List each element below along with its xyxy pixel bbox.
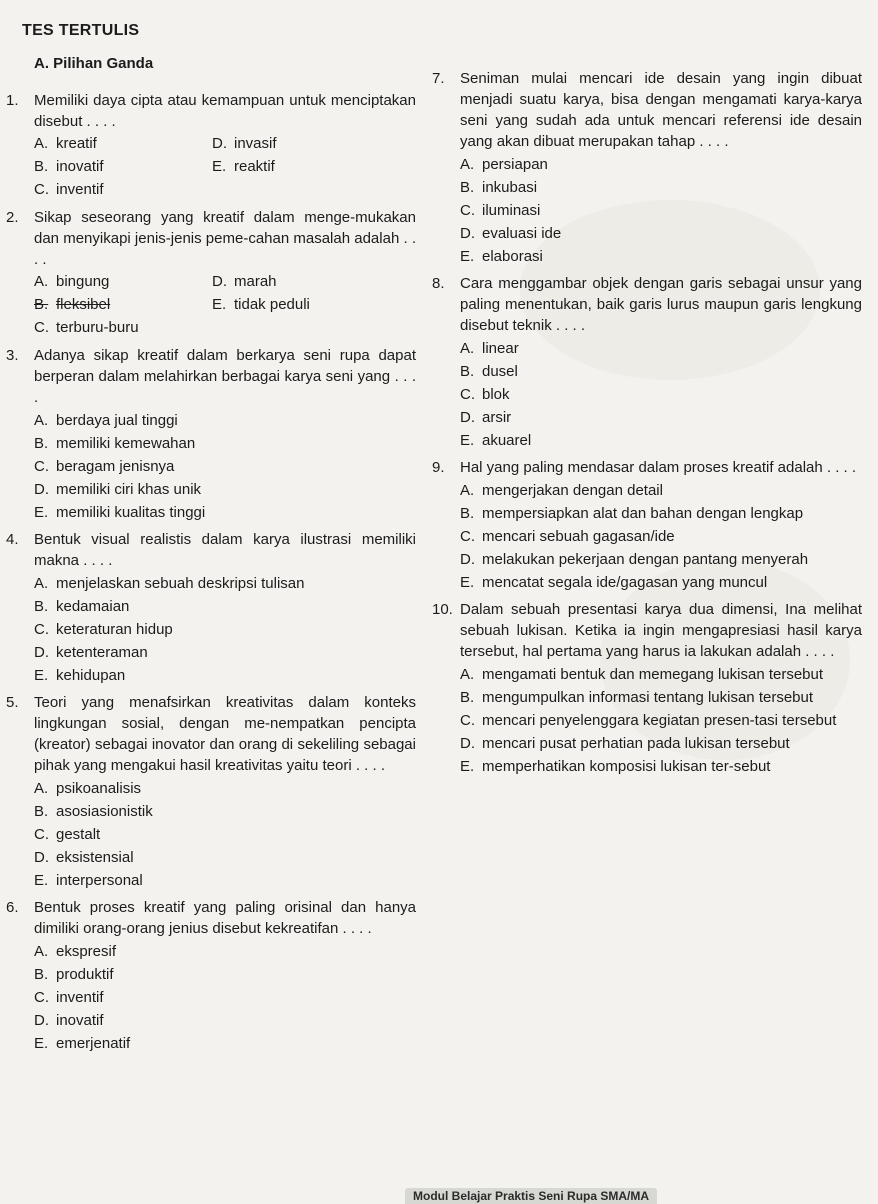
option-e[interactable]: E. interpersonal [34, 872, 143, 889]
option-b[interactable]: B. memiliki kemewahan [34, 435, 196, 452]
left-column [6, 90, 416, 1058]
question-stem: Hal yang paling mendasar dalam proses kreatif adalah . . . . [460, 459, 857, 476]
option-d[interactable]: D. arsir [460, 409, 512, 426]
option-d[interactable]: D. ketenteraman [34, 644, 148, 661]
question-2 [6, 207, 416, 339]
question-1 [6, 90, 416, 201]
option-e[interactable]: E. reaktif [212, 158, 275, 175]
option-a[interactable]: A. psikoanalisis [34, 780, 142, 797]
option-c[interactable]: C. beragam jenisnya [34, 458, 175, 475]
question-number: 7. [432, 70, 445, 87]
option-c[interactable]: C. terburu-buru [34, 319, 139, 336]
option-b[interactable]: B. produktif [34, 966, 114, 983]
question-number: 4. [6, 531, 19, 548]
option-e[interactable]: E. tidak peduli [212, 296, 310, 313]
question-stem: Bentuk proses kreatif yang paling orisinal dan hanya dimiliki orang-orang jenius disebut kekreatifan . . . . [34, 899, 416, 937]
option-c[interactable]: C. mencari penyelenggara kegiatan presen-tasi tersebut [460, 712, 837, 729]
question-8 [432, 273, 862, 451]
question-3 [6, 345, 416, 523]
option-a[interactable]: A. persiapan [460, 156, 548, 173]
question-number: 3. [6, 347, 19, 364]
option-b[interactable]: B. inovatif [34, 158, 104, 175]
option-b[interactable]: B. inkubasi [460, 179, 538, 196]
option-b[interactable]: B. kedamaian [34, 598, 130, 615]
option-c[interactable]: C. iluminasi [460, 202, 541, 219]
option-b[interactable]: B. fleksibel [34, 296, 111, 313]
option-b[interactable]: B. mengumpulkan informasi tentang lukisan tersebut [460, 689, 814, 706]
question-stem: Cara menggambar objek dengan garis sebagai unsur yang paling menentukan, baik garis lurus maupun garis lengkung disebut teknik . . . . [460, 275, 862, 334]
question-6 [6, 897, 416, 1054]
option-e[interactable]: E. emerjenatif [34, 1035, 131, 1052]
option-e[interactable]: E. kehidupan [34, 667, 126, 684]
question-stem: Sikap seseorang yang kreatif dalam menge-mukakan dan menyikapi jenis-jenis peme-cahan masalah adalah . . . . [34, 209, 416, 268]
option-a[interactable]: A. berdaya jual tinggi [34, 412, 178, 429]
option-e[interactable]: E. memiliki kualitas tinggi [34, 504, 206, 521]
option-a[interactable]: A. mengerjakan dengan detail [460, 482, 663, 499]
option-c[interactable]: C. inventif [34, 181, 104, 198]
option-d[interactable]: D. eksistensial [34, 849, 134, 866]
option-a[interactable]: A. bingung [34, 273, 110, 290]
question-stem: Teori yang menafsirkan kreativitas dalam konteks lingkungan sosial, dengan me-nempatkan pencipta (kreator) sebagai inovator dan orang di sekeliling sebagai pihak yang mengakui hasil kreativitas yaitu teori . . . . [34, 694, 416, 774]
option-d[interactable]: D. marah [212, 273, 277, 290]
question-stem: Adanya sikap kreatif dalam berkarya seni rupa dapat berperan dalam melahirkan berbagai karya seni yang . . . . [34, 347, 416, 406]
option-a[interactable]: A. kreatif [34, 135, 97, 152]
option-a[interactable]: A. menjelaskan sebuah deskripsi tulisan [34, 575, 305, 592]
book-footer: Modul Belajar Praktis Seni Rupa SMA/MA [405, 1188, 657, 1204]
test-title: TES TERTULIS [22, 22, 140, 39]
question-stem: Dalam sebuah presentasi karya dua dimensi, Ina melihat sebuah lukisan. Ketika ia ingin mengapresiasi hasil karya tersebut, hal pertama yang harus ia lakukan adalah . . . . [460, 601, 862, 660]
question-number: 1. [6, 92, 19, 109]
option-c[interactable]: C. blok [460, 386, 510, 403]
option-d[interactable]: D. invasif [212, 135, 277, 152]
option-e[interactable]: E. memperhatikan komposisi lukisan ter-sebut [460, 758, 771, 775]
question-number: 2. [6, 209, 19, 226]
question-7 [432, 68, 862, 267]
question-number: 10. [432, 601, 453, 618]
right-column [432, 68, 862, 781]
option-c[interactable]: C. mencari sebuah gagasan/ide [460, 528, 675, 545]
option-d[interactable]: D. inovatif [34, 1012, 104, 1029]
option-d[interactable]: D. memiliki ciri khas unik [34, 481, 202, 498]
option-b[interactable]: B. asosiasionistik [34, 803, 153, 820]
option-a[interactable]: A. linear [460, 340, 519, 357]
section-title: A. Pilihan Ganda [34, 55, 154, 72]
option-e[interactable]: E. mencatat segala ide/gagasan yang muncul [460, 574, 768, 591]
option-d[interactable]: D. mencari pusat perhatian pada lukisan tersebut [460, 735, 790, 752]
option-b[interactable]: B. dusel [460, 363, 518, 380]
question-stem: Memiliki daya cipta atau kemampuan untuk menciptakan disebut . . . . [34, 92, 416, 130]
option-e[interactable]: E. akuarel [460, 432, 532, 449]
question-number: 5. [6, 694, 19, 711]
option-d[interactable]: D. evaluasi ide [460, 225, 562, 242]
question-stem: Bentuk visual realistis dalam karya ilustrasi memiliki makna . . . . [34, 531, 416, 569]
option-e[interactable]: E. elaborasi [460, 248, 543, 265]
question-10 [432, 599, 862, 777]
question-4 [6, 529, 416, 686]
option-a[interactable]: A. ekspresif [34, 943, 117, 960]
question-9 [432, 457, 862, 593]
option-c[interactable]: C. gestalt [34, 826, 101, 843]
option-c[interactable]: C. keteraturan hidup [34, 621, 173, 638]
question-number: 9. [432, 459, 445, 476]
question-stem: Seniman mulai mencari ide desain yang ingin dibuat menjadi suatu karya, bisa dengan mengamati karya-karya seni yang sudah ada untuk mencari referensi ide desain yang akan dibuat merupakan tahap . . . . [460, 70, 862, 150]
option-d[interactable]: D. melakukan pekerjaan dengan pantang menyerah [460, 551, 809, 568]
question-5 [6, 692, 416, 891]
option-b[interactable]: B. mempersiapkan alat dan bahan dengan lengkap [460, 505, 804, 522]
question-number: 6. [6, 899, 19, 916]
question-number: 8. [432, 275, 445, 292]
option-a[interactable]: A. mengamati bentuk dan memegang lukisan tersebut [460, 666, 824, 683]
option-c[interactable]: C. inventif [34, 989, 104, 1006]
